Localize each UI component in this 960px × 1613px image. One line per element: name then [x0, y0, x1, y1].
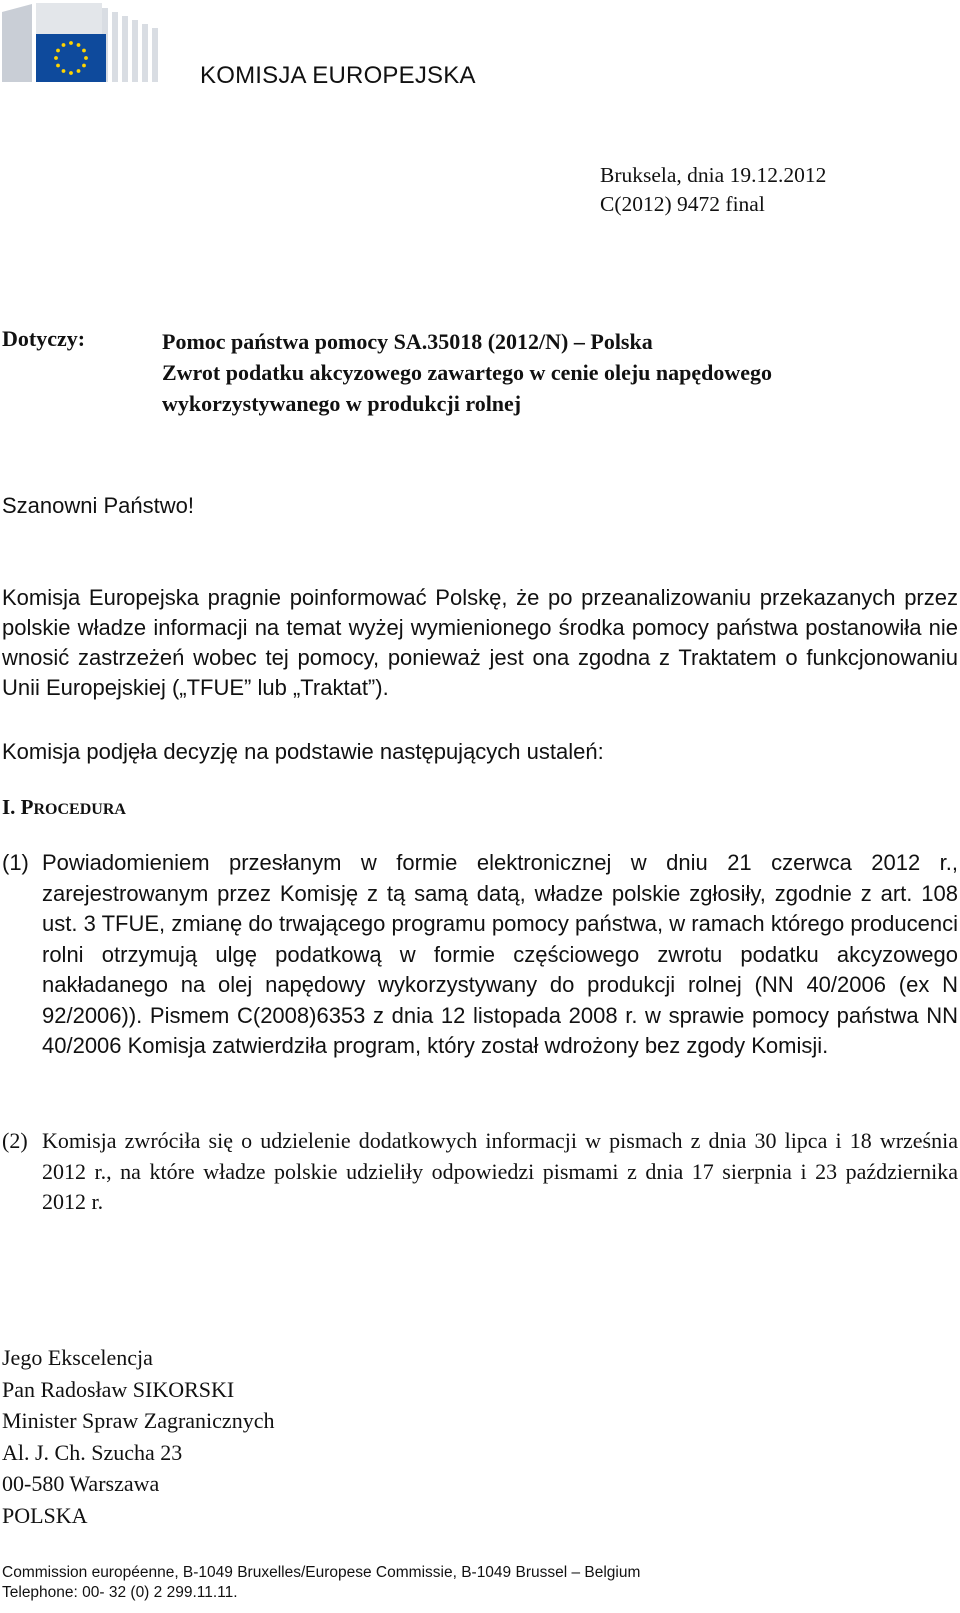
eu-star-icon [69, 71, 73, 75]
eu-flag-logo-icon [2, 2, 164, 84]
section-heading [2, 795, 126, 820]
list-item [2, 1126, 958, 1218]
addressee-block [2, 1342, 274, 1531]
addressee-line: Minister Spraw Zagranicznych [2, 1408, 275, 1433]
addressee-line: Pan Radosław SIKORSKI [2, 1376, 235, 1402]
addressee-line: Jego Ekscelencja [2, 1345, 153, 1370]
subject-line-2: Zwrot podatku akcyzowego zawartego w cenie oleju napędowego [162, 360, 773, 385]
subject-text [162, 326, 922, 419]
eu-star-icon [77, 43, 81, 47]
subject-line-3: wykorzystywanego w produkcji rolnej [162, 391, 522, 416]
list-item [2, 848, 958, 1093]
eu-star-icon [69, 41, 73, 45]
item-number: (1) [2, 850, 29, 875]
body-paragraph-1: Komisja Europejska pragnie poinformować Polskę, że po przeanalizowaniu przekazanych przez polskie władze informacji na temat wyżej wymienionego środka pomocy państwa postanowiła nie wnosić zastrzeżeń wobec tej pomocy, ponieważ jest ona zgodna z Traktatem o funkcjonowaniu Unii Europejskiej („TFUE” lub „Traktat”). [2, 585, 958, 700]
item-number: (2) [2, 1128, 28, 1153]
greeting: Szanowni Państwo! [2, 493, 194, 518]
addressee-line: POLSKA [2, 1502, 88, 1528]
eu-star-icon [62, 43, 66, 47]
date-block [600, 161, 826, 219]
eu-star-icon [84, 56, 88, 60]
subject-line-1: Pomoc państwa pomocy SA.35018 (2012/N) – Polska [162, 329, 653, 354]
eu-star-icon [56, 64, 60, 68]
eu-star-icon [56, 49, 60, 53]
footer-telephone: Telephone: 00- 32 (0) 2 299.11.11. [2, 1584, 238, 1601]
eu-star-icon [54, 56, 58, 60]
place-date: Bruksela, dnia 19.12.2012 [600, 163, 827, 187]
addressee-line: 00-580 Warszawa [2, 1471, 160, 1496]
eu-star-icon [82, 64, 86, 68]
section-title: ROCEDURA [33, 801, 126, 818]
body-paragraph-2: Komisja podjęła decyzję na podstawie następujących ustaleń: [2, 739, 604, 764]
addressee-line: Al. J. Ch. Szucha 23 [2, 1439, 183, 1465]
eu-commission-logo [2, 2, 164, 84]
eu-star-icon [62, 69, 66, 73]
footer [2, 1563, 640, 1603]
reference-number: C(2012) 9472 final [600, 192, 765, 216]
eu-star-icon [82, 49, 86, 53]
organization-name: KOMISJA EUROPEJSKA [200, 62, 476, 89]
section-number: I. P [2, 795, 34, 819]
eu-star-icon [77, 69, 81, 73]
item-text: Powiadomieniem przesłanym w formie elektronicznej w dniu 21 czerwca 2012 r., zarejestrowanym przez Komisję z tą samą datą, władze polskie zgłosiły, zgodnie z art. 108 ust. 3 TFUE, zmianę do trwającego programu pomocy państwa, w ramach którego producenci rolni otrzymują ulgę podatkową w formie częściowego zwrotu podatku akcyzowego nakładanego na olej napędowy wykorzystywany do produkcji rolnej (NN 40/2006 (ex N 92/2006)). Pismem C(2008)6353 z dnia 12 listopada 2008 r. w sprawie pomocy państwa NN 40/2006 Komisja zatwierdziła program, który został wdrożony bez zgody Komisji. [42, 850, 958, 1058]
item-text: Komisja zwróciła się o udzielenie dodatkowych informacji w pismach z dnia 30 lipca i 18 września 2012 r., na które władze polskie udzieliły odpowiedzi pismami z dnia 17 sierpnia i 23 października 2012 r. [42, 1128, 958, 1214]
subject-label: Dotyczy: [2, 326, 86, 351]
footer-address: Commission européenne, B-1049 Bruxelles/Europese Commissie, B-1049 Brussel – Belgium [2, 1564, 641, 1581]
